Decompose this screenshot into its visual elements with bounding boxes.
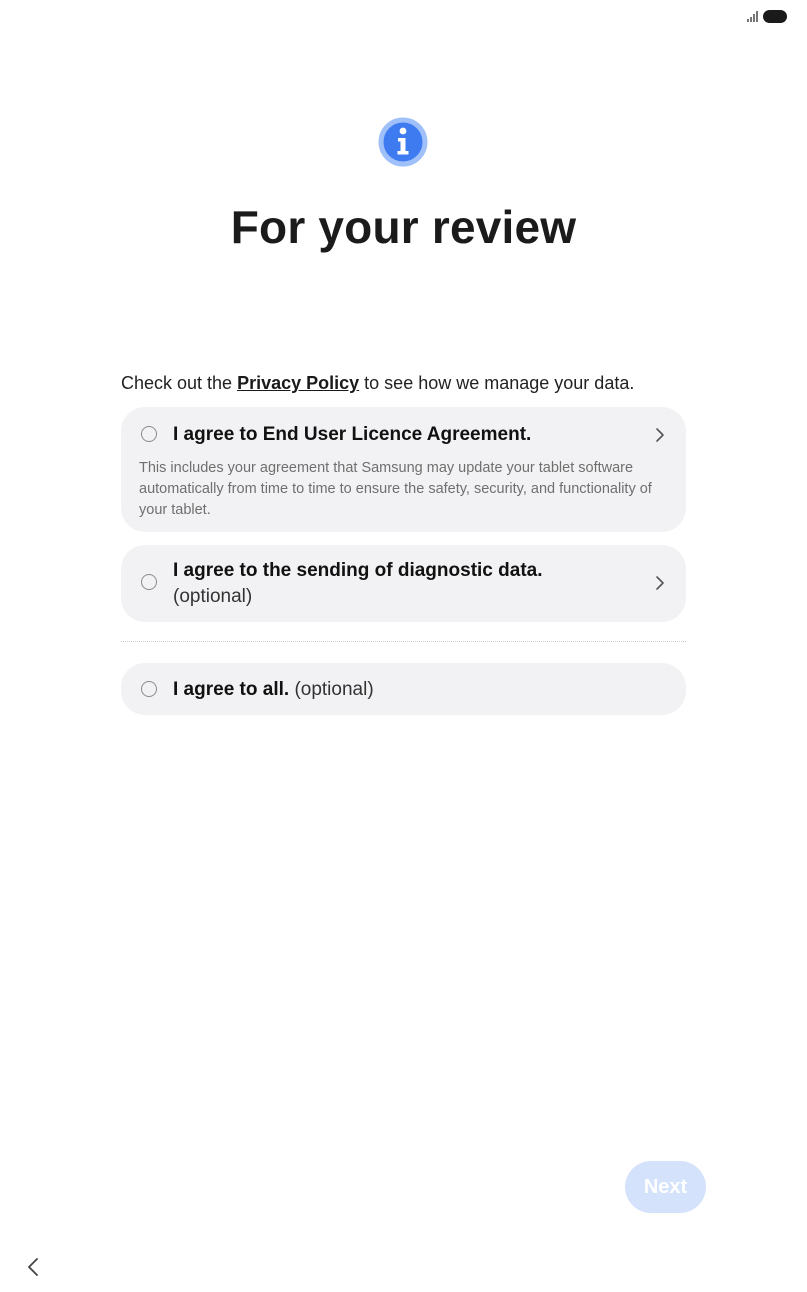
chevron-right-icon[interactable] [654, 575, 666, 591]
battery-icon [763, 10, 787, 23]
eula-title: I agree to End User Licence Agreement. [173, 424, 532, 445]
divider [121, 641, 686, 642]
eula-radio[interactable] [141, 426, 157, 442]
info-icon [377, 116, 429, 168]
status-bar [747, 10, 787, 23]
eula-description: This includes your agreement that Samsung may update your tablet software automatically from time to time to ensure the safety, security, and functionality of your tablet. [139, 460, 652, 518]
agree-all-option-card[interactable] [121, 663, 686, 715]
privacy-policy-link[interactable]: Privacy Policy [237, 373, 360, 393]
intro-prefix: Check out the [121, 373, 238, 393]
diagnostic-radio[interactable] [141, 574, 157, 590]
eula-option-card[interactable] [121, 407, 686, 532]
agree-all-radio[interactable] [141, 681, 157, 697]
chevron-left-icon[interactable] [22, 1254, 44, 1280]
intro-suffix: to see how we manage your data. [359, 373, 635, 393]
agree-all-optional-label: (optional) [294, 679, 374, 700]
diagnostic-title: I agree to the sending of diagnostic data. [173, 560, 543, 581]
next-button[interactable]: Next [625, 1161, 706, 1213]
diagnostic-option-card[interactable] [121, 545, 686, 622]
chevron-right-icon[interactable] [654, 427, 666, 443]
agree-all-label: I agree to all. [173, 679, 290, 700]
diagnostic-optional-label: (optional) [173, 586, 253, 607]
agree-all-title [173, 679, 374, 701]
signal-icon [747, 11, 758, 22]
page-title: For your review [230, 201, 577, 253]
privacy-intro [121, 373, 721, 394]
